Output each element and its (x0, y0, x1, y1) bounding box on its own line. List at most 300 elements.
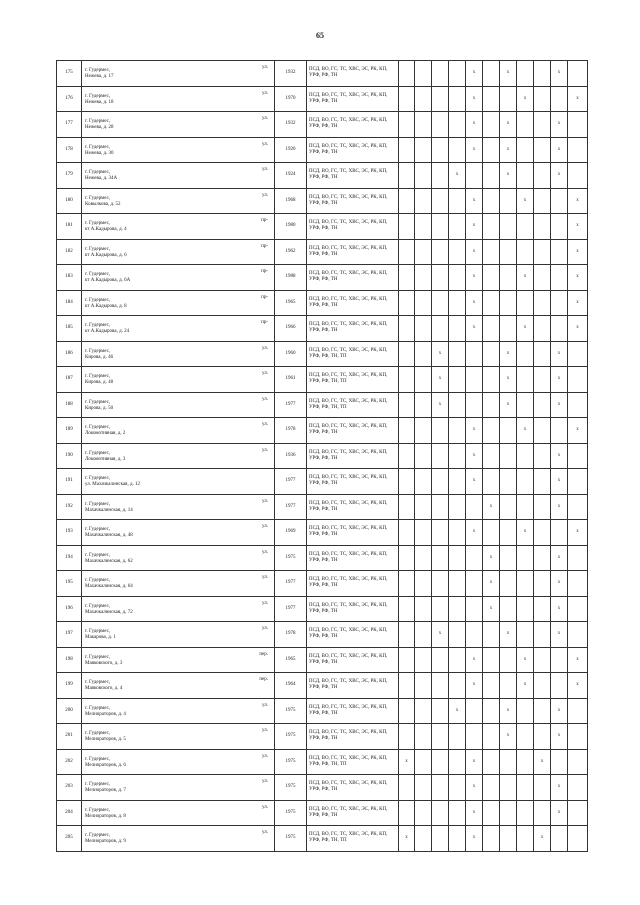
address-city: г. Гудермес, (85, 603, 111, 609)
mark-cell: x (568, 86, 588, 112)
mark-cell (534, 163, 551, 189)
mark-cell (534, 545, 551, 571)
work-types: ПСД, ВО, ГС, ТС, ХВС, ЭС, РК, КП, УРФ, РФ, ТН, ТП (307, 341, 399, 367)
mark-cell: x (551, 775, 568, 801)
address-street: Мелиораторов, д. 8 (85, 813, 126, 819)
mark-cell: x (568, 647, 588, 673)
build-year: 1980 (275, 214, 307, 240)
mark-cell (399, 545, 415, 571)
address-cell (82, 443, 275, 469)
mark-cell (534, 239, 551, 265)
street-type: ул. (261, 549, 268, 555)
mark-cell (449, 392, 466, 418)
build-year: 1977 (275, 469, 307, 495)
work-types: ПСД, ВО, ГС, ТС, ХВС, ЭС, РК, КП, УРФ, РФ, ТН (307, 290, 399, 316)
row-number: 190 (57, 443, 82, 469)
mark-cell: x (551, 724, 568, 750)
table-row (57, 341, 588, 367)
mark-cell (500, 749, 517, 775)
street-type: ул. (261, 90, 268, 96)
page-number: 65 (316, 31, 324, 40)
mark-cell (449, 826, 466, 852)
address-street: Махачкалинская, д. 14 (85, 507, 133, 513)
work-types: ПСД, ВО, ГС, ТС, ХВС, ЭС, РК, КП, УРФ, РФ, ТН, ТП (307, 749, 399, 775)
mark-cell: x (399, 826, 415, 852)
address-cell (82, 775, 275, 801)
mark-cell (449, 61, 466, 87)
address-street: Нежева, д. 30 (85, 150, 114, 156)
row-number: 180 (57, 188, 82, 214)
mark-cell: x (568, 265, 588, 291)
mark-cell (483, 520, 500, 546)
address-street: Махачкалинская, д. 62 (85, 558, 133, 564)
build-year: 1965 (275, 290, 307, 316)
mark-cell (415, 188, 432, 214)
mark-cell: x (432, 392, 449, 418)
street-type: ул. (261, 141, 268, 147)
mark-cell (568, 61, 588, 87)
mark-cell (534, 86, 551, 112)
mark-cell (449, 469, 466, 495)
mark-cell (568, 367, 588, 393)
mark-cell (415, 749, 432, 775)
street-type: ул. (261, 167, 268, 172)
build-year: 1977 (275, 596, 307, 622)
address-street: ул. Махачкалинская, д. 12 (85, 482, 141, 488)
row-number: 195 (57, 571, 82, 597)
row-number: 187 (57, 367, 82, 393)
work-types: ПСД, ВО, ГС, ТС, ХВС, ЭС, РК, КП, УРФ, РФ, ТН, ТП (307, 826, 399, 852)
mark-cell (500, 239, 517, 265)
table-row (57, 596, 588, 622)
mark-cell: x (466, 673, 483, 699)
table-row (57, 826, 588, 852)
mark-cell (466, 724, 483, 750)
mark-cell (534, 367, 551, 393)
mark-cell (432, 239, 449, 265)
mark-cell (399, 367, 415, 393)
build-year: 1975 (275, 749, 307, 775)
mark-cell (399, 188, 415, 214)
table-row (57, 239, 588, 265)
work-types: ПСД, ВО, ГС, ТС, ХВС, ЭС, РК, КП, УРФ, РФ, ТН (307, 545, 399, 571)
address-cell (82, 749, 275, 775)
address-city: г. Гудермес, (85, 629, 111, 635)
mark-cell (517, 163, 534, 189)
street-type: ул. (261, 116, 268, 121)
mark-cell (517, 469, 534, 495)
address-cell (82, 137, 275, 163)
address-street: кт А.Кадырова, д. 8 (85, 303, 127, 309)
mark-cell: x (517, 520, 534, 546)
build-year: 1977 (275, 494, 307, 520)
mark-cell (449, 86, 466, 112)
row-number: 201 (57, 724, 82, 750)
mark-cell (399, 137, 415, 163)
work-types: ПСД, ВО, ГС, ТС, ХВС, ЭС, РК, КП, УРФ, РФ, ТН (307, 86, 399, 112)
build-year: 1975 (275, 724, 307, 750)
mark-cell: x (517, 86, 534, 112)
mark-cell (399, 61, 415, 87)
mark-cell: x (517, 265, 534, 291)
address-street: Локомотивная, д. 2 (85, 431, 126, 437)
mark-cell (500, 316, 517, 342)
table-row (57, 418, 588, 444)
mark-cell (432, 188, 449, 214)
address-cell (82, 265, 275, 291)
address-street: Мелиораторов, д. 5 (85, 737, 126, 743)
mark-cell: x (466, 749, 483, 775)
mark-cell (568, 596, 588, 622)
mark-cell: x (466, 418, 483, 444)
mark-cell (483, 749, 500, 775)
mark-cell (534, 775, 551, 801)
mark-cell: x (551, 61, 568, 87)
mark-cell: x (517, 316, 534, 342)
work-types: ПСД, ВО, ГС, ТС, ХВС, ЭС, РК, КП, УРФ, РФ, ТН (307, 596, 399, 622)
mark-cell (399, 265, 415, 291)
mark-cell (466, 494, 483, 520)
row-number: 183 (57, 265, 82, 291)
mark-cell: x (551, 545, 568, 571)
mark-cell: x (466, 647, 483, 673)
mark-cell (568, 341, 588, 367)
mark-cell (500, 188, 517, 214)
mark-cell (500, 214, 517, 240)
mark-cell (568, 163, 588, 189)
street-type: пр- (261, 243, 268, 249)
mark-cell (483, 341, 500, 367)
work-types: ПСД, ВО, ГС, ТС, ХВС, ЭС, РК, КП, УРФ, РФ, ТН (307, 494, 399, 520)
mark-cell (415, 545, 432, 571)
mark-cell (466, 163, 483, 189)
mark-cell (534, 571, 551, 597)
work-types: ПСД, ВО, ГС, ТС, ХВС, ЭС, РК, КП, УРФ, РФ, ТН (307, 673, 399, 699)
address-city: г. Гудермес, (85, 654, 111, 660)
mark-cell: x (399, 749, 415, 775)
table-row (57, 112, 588, 138)
address-cell (82, 341, 275, 367)
row-number: 185 (57, 316, 82, 342)
mark-cell (534, 622, 551, 648)
mark-cell (483, 163, 500, 189)
address-city: г. Гудермес, (85, 68, 111, 74)
mark-cell (432, 265, 449, 291)
mark-cell: x (500, 61, 517, 87)
mark-cell: x (517, 647, 534, 673)
mark-cell (449, 545, 466, 571)
address-street: Нежева, д. 28 (85, 125, 114, 131)
mark-cell (517, 341, 534, 367)
mark-cell: x (500, 112, 517, 138)
mark-cell (432, 214, 449, 240)
mark-cell (483, 367, 500, 393)
mark-cell (399, 775, 415, 801)
street-type: ул. (261, 728, 268, 733)
mark-cell: x (432, 622, 449, 648)
address-cell (82, 188, 275, 214)
mark-cell (449, 775, 466, 801)
row-number: 177 (57, 112, 82, 138)
mark-cell: x (517, 188, 534, 214)
mark-cell (449, 520, 466, 546)
street-type: ул. (261, 524, 268, 529)
mark-cell (483, 418, 500, 444)
build-year: 1975 (275, 775, 307, 801)
build-year: 1975 (275, 826, 307, 852)
address-street: кт А.Кадырова, д. 6А (85, 278, 131, 284)
address-street: Кирова, д. 48 (85, 380, 114, 386)
work-types: ПСД, ВО, ГС, ТС, ХВС, ЭС, РК, КП, УРФ, РФ, ТН (307, 520, 399, 546)
table-row (57, 188, 588, 214)
row-number: 189 (57, 418, 82, 444)
mark-cell (483, 673, 500, 699)
mark-cell (466, 698, 483, 724)
mark-cell (483, 316, 500, 342)
address-street: Махачкалинская, д. 48 (85, 533, 133, 539)
table-row (57, 265, 588, 291)
row-number: 179 (57, 163, 82, 189)
mark-cell: x (517, 673, 534, 699)
address-city: г. Гудермес, (85, 323, 111, 329)
row-number: 205 (57, 826, 82, 852)
mark-cell (500, 800, 517, 826)
mark-cell (534, 214, 551, 240)
address-street: Мелиораторов, д. 6 (85, 762, 126, 768)
mark-cell: x (466, 775, 483, 801)
mark-cell (534, 265, 551, 291)
mark-cell: x (483, 596, 500, 622)
mark-cell: x (568, 214, 588, 240)
mark-cell (483, 647, 500, 673)
row-number: 175 (57, 61, 82, 87)
mark-cell: x (466, 188, 483, 214)
mark-cell (568, 749, 588, 775)
mark-cell (534, 800, 551, 826)
mark-cell (399, 316, 415, 342)
mark-cell (500, 443, 517, 469)
build-year: 1960 (275, 341, 307, 367)
mark-cell: x (534, 826, 551, 852)
mark-cell (432, 826, 449, 852)
mark-cell (399, 800, 415, 826)
mark-cell (399, 112, 415, 138)
mark-cell (483, 392, 500, 418)
work-types: ПСД, ВО, ГС, ТС, ХВС, ЭС, РК, КП, УРФ, РФ, ТН (307, 800, 399, 826)
mark-cell: x (551, 622, 568, 648)
mark-cell (432, 418, 449, 444)
mark-cell: x (483, 545, 500, 571)
mark-cell (534, 112, 551, 138)
street-type: ул. (261, 422, 268, 427)
mark-cell (551, 647, 568, 673)
mark-cell (517, 800, 534, 826)
mark-cell (517, 239, 534, 265)
address-cell (82, 800, 275, 826)
work-types: ПСД, ВО, ГС, ТС, ХВС, ЭС, РК, КП, УРФ, РФ, ТН, ТП (307, 392, 399, 418)
mark-cell (534, 596, 551, 622)
mark-cell (415, 647, 432, 673)
table-row (57, 214, 588, 240)
build-year: 1965 (275, 647, 307, 673)
mark-cell (449, 188, 466, 214)
mark-cell: x (551, 163, 568, 189)
mark-cell (483, 826, 500, 852)
mark-cell (415, 163, 432, 189)
row-number: 194 (57, 545, 82, 571)
mark-cell: x (483, 494, 500, 520)
mark-cell: x (551, 494, 568, 520)
mark-cell (399, 239, 415, 265)
address-street: Ковылкова, д. 52 (85, 201, 121, 207)
table-row (57, 494, 588, 520)
mark-cell: x (466, 520, 483, 546)
work-types: ПСД, ВО, ГС, ТС, ХВС, ЭС, РК, КП, УРФ, РФ, ТН (307, 469, 399, 495)
mark-cell (534, 316, 551, 342)
build-year: 1932 (275, 61, 307, 87)
table-row (57, 545, 588, 571)
address-city: г. Гудермес, (85, 93, 111, 99)
mark-cell (415, 520, 432, 546)
mark-cell: x (534, 749, 551, 775)
mark-cell (415, 265, 432, 291)
mark-cell (534, 647, 551, 673)
mark-cell: x (551, 137, 568, 163)
address-city: г. Гудермес, (85, 399, 111, 405)
build-year: 1975 (275, 800, 307, 826)
mark-cell: x (551, 596, 568, 622)
street-type: пр- (261, 269, 268, 274)
table-row (57, 724, 588, 750)
mark-cell (517, 61, 534, 87)
address-city: г. Гудермес, (85, 297, 111, 303)
mark-cell (449, 622, 466, 648)
mark-cell (517, 112, 534, 138)
address-street: Кирова, д. 50 (85, 405, 114, 411)
build-year: 1977 (275, 571, 307, 597)
mark-cell (449, 673, 466, 699)
street-type: ул. (261, 192, 268, 198)
mark-cell (500, 494, 517, 520)
mark-cell: x (568, 290, 588, 316)
mark-cell (415, 290, 432, 316)
address-cell (82, 392, 275, 418)
mark-cell (517, 596, 534, 622)
mark-cell (517, 571, 534, 597)
mark-cell: x (500, 698, 517, 724)
mark-cell (415, 469, 432, 495)
row-number: 196 (57, 596, 82, 622)
address-city: г. Гудермес, (85, 119, 111, 125)
work-types: ПСД, ВО, ГС, ТС, ХВС, ЭС, РК, КП, УРФ, РФ, ТН (307, 622, 399, 648)
mark-cell (399, 520, 415, 546)
mark-cell (568, 443, 588, 469)
mark-cell: x (551, 571, 568, 597)
mark-cell (399, 647, 415, 673)
street-type: ул. (261, 575, 268, 580)
mark-cell (483, 265, 500, 291)
street-type: пер. (259, 677, 268, 682)
street-type: ул. (261, 447, 268, 453)
mark-cell (568, 545, 588, 571)
mark-cell: x (432, 341, 449, 367)
mark-cell (432, 571, 449, 597)
mark-cell (432, 112, 449, 138)
mark-cell (568, 698, 588, 724)
mark-cell (517, 749, 534, 775)
address-city: г. Гудермес, (85, 374, 111, 380)
work-types: ПСД, ВО, ГС, ТС, ХВС, ЭС, РК, КП, УРФ, РФ, ТН (307, 647, 399, 673)
mark-cell (483, 239, 500, 265)
mark-cell (483, 622, 500, 648)
street-type: ул. (261, 498, 268, 504)
address-city: г. Гудермес, (85, 552, 111, 558)
mark-cell (534, 61, 551, 87)
mark-cell (432, 61, 449, 87)
address-city: г. Гудермес, (85, 578, 111, 584)
build-year: 1969 (275, 520, 307, 546)
mark-cell (500, 647, 517, 673)
address-cell (82, 61, 275, 87)
table-row (57, 775, 588, 801)
mark-cell (517, 290, 534, 316)
mark-cell: x (551, 698, 568, 724)
table-row (57, 698, 588, 724)
address-cell (82, 163, 275, 189)
work-types: ПСД, ВО, ГС, ТС, ХВС, ЭС, РК, КП, УРФ, РФ, ТН (307, 239, 399, 265)
build-year: 1920 (275, 137, 307, 163)
mark-cell: x (466, 443, 483, 469)
mark-cell (415, 239, 432, 265)
address-street: кт А.Кадырова, д. 24 (85, 329, 130, 335)
mark-cell (449, 316, 466, 342)
row-number: 176 (57, 86, 82, 112)
mark-cell (483, 698, 500, 724)
build-year: 1964 (275, 673, 307, 699)
mark-cell (432, 316, 449, 342)
mark-cell: x (500, 622, 517, 648)
mark-cell: x (432, 367, 449, 393)
mark-cell (534, 469, 551, 495)
mark-cell (551, 520, 568, 546)
mark-cell (568, 137, 588, 163)
mark-cell (551, 188, 568, 214)
address-cell (82, 86, 275, 112)
work-types: ПСД, ВО, ГС, ТС, ХВС, ЭС, РК, КП, УРФ, РФ, ТН (307, 571, 399, 597)
address-city: г. Гудермес, (85, 782, 111, 788)
table-row (57, 520, 588, 546)
mark-cell (517, 698, 534, 724)
address-street: Мелиораторов, д. 4 (85, 711, 126, 717)
work-types: ПСД, ВО, ГС, ТС, ХВС, ЭС, РК, КП, УРФ, РФ, ТН (307, 112, 399, 138)
street-type: ул. (261, 753, 268, 759)
mark-cell (399, 163, 415, 189)
mark-cell (466, 571, 483, 597)
row-number: 197 (57, 622, 82, 648)
address-city: г. Гудермес, (85, 476, 111, 482)
build-year: 1924 (275, 163, 307, 189)
mark-cell: x (568, 239, 588, 265)
street-type: пр- (261, 294, 268, 300)
mark-cell (534, 341, 551, 367)
address-cell (82, 647, 275, 673)
mark-cell (500, 596, 517, 622)
address-cell (82, 571, 275, 597)
mark-cell (399, 673, 415, 699)
mark-cell (432, 163, 449, 189)
address-street: Кирова, д. 46 (85, 354, 114, 360)
address-city: г. Гудермес, (85, 195, 111, 201)
